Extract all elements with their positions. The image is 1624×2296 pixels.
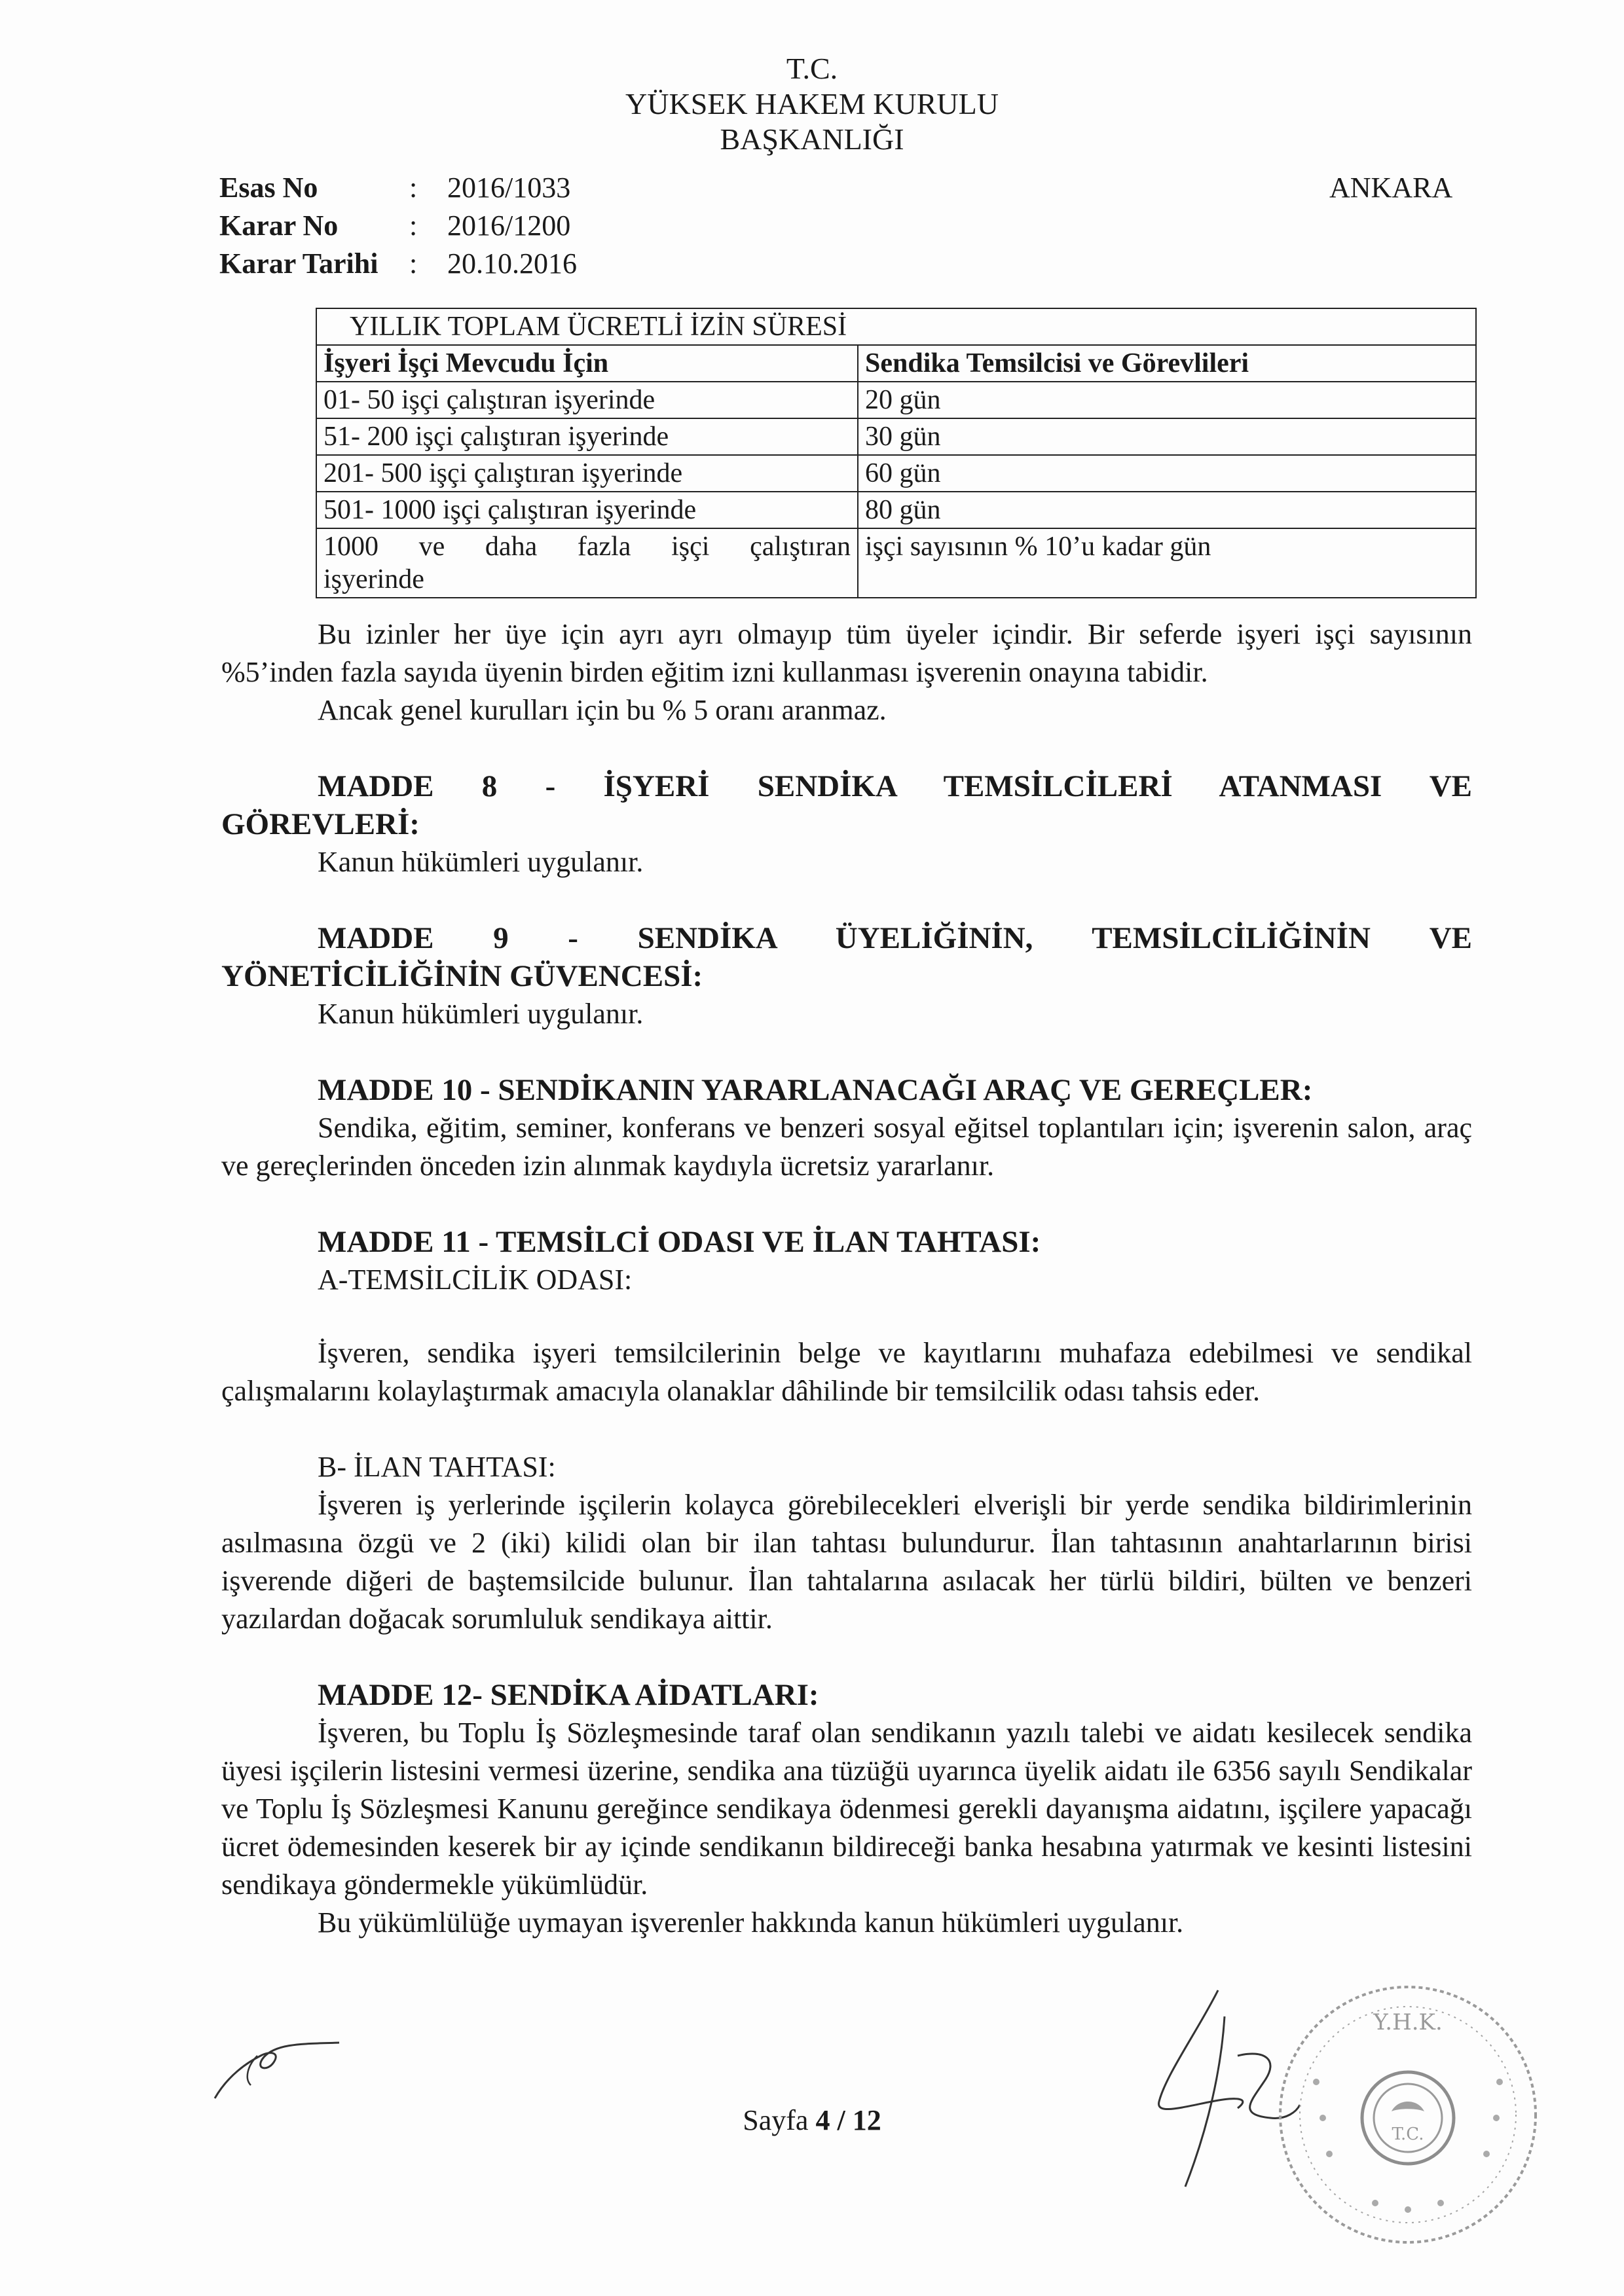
table-caption: YILLIK TOPLAM ÜCRETLİ İZİN SÜRESİ bbox=[316, 308, 1476, 345]
meta-colon: : bbox=[409, 172, 418, 204]
karar-value: 2016/1200 bbox=[447, 210, 571, 242]
esas-value: 2016/1033 bbox=[447, 172, 571, 204]
header-line-2: YÜKSEK HAKEM KURULU bbox=[625, 87, 999, 120]
table-row bbox=[316, 528, 1476, 598]
document-header bbox=[0, 51, 1624, 157]
table-cell: 501- 1000 işçi çalıştıran işyerinde bbox=[316, 492, 858, 528]
table-cell bbox=[316, 528, 858, 598]
subsection-heading-a: A-TEMSİLCİLİK ODASI: bbox=[318, 1264, 633, 1296]
document-body bbox=[221, 615, 1472, 1942]
meta-colon: : bbox=[409, 210, 418, 242]
paragraph: İşveren, bu Toplu İş Sözleşmesinde taraf olan sendikanın yazılı talebi ve aidatı kesilecek sendika üyesi işçilerin listesini vermesi üzerine, sendika ana tüzüğü uyarınca üyelik aidatı ile 6356 sayılı Sendikalar ve Toplu İş Sözleşmesi Kanunu gereğince sendikaya ödenmesi gerekli dayanışma aidatını, işçilere yapacağı ücret ödemesinden keserek bir ay içinde sendikanın bildireceği banka hesabına yatırmak ve kesinti listesini sendikaya göndermekle yükümlüdür. bbox=[221, 1717, 1472, 1901]
paragraph: İşveren, sendika işyeri temsilcilerinin belge ve kayıtlarını muhafaza edebilmesi ve sendikal çalışmalarını kolaylaştırmak amacıyla olanaklar dâhilinde bir temsilcilik odası tahsis eder. bbox=[221, 1337, 1472, 1407]
stamp-text-center: T.C. bbox=[1392, 2124, 1424, 2144]
section-heading-madde-9-cont: YÖNETİCİLİĞİNİN GÜVENCESİ: bbox=[221, 959, 703, 993]
paragraph: Kanun hükümleri uygulanır. bbox=[318, 846, 644, 878]
paragraph: İşveren iş yerlerinde işçilerin kolayca görebilecekleri elverişli bir yerde sendika bildirimlerinin asılmasına özgü ve 2 (iki) kilidi olan bir ilan tahtası bulundurur. İlan tahtasının anahtarlarının birisi işverende diğeri de baştemsilcide bulunur. İlan tahtalarına asılacak her türlü bildiri, bülten ve benzeri yazılardan doğacak sorumluluk sendikaya aittir. bbox=[221, 1489, 1472, 1635]
table-row bbox=[316, 492, 1476, 528]
stamp-seal-icon bbox=[1270, 1977, 1545, 2252]
meta-row-karar bbox=[219, 207, 577, 245]
table-cell-line: işyerinde bbox=[323, 564, 424, 594]
table-caption-row bbox=[316, 308, 1476, 345]
paragraph: Kanun hükümleri uygulanır. bbox=[318, 998, 644, 1030]
paragraph: Ancak genel kurulları için bu % 5 oranı aranmaz. bbox=[318, 694, 887, 726]
table-cell: 80 gün bbox=[858, 492, 1476, 528]
karar-label: Karar No bbox=[219, 210, 339, 242]
meta-row-tarih bbox=[219, 245, 577, 283]
section-heading-madde-11: MADDE 11 - TEMSİLCİ ODASI VE İLAN TAHTASI: bbox=[318, 1225, 1041, 1259]
table-cell-line: 1000 ve daha fazla işçi çalıştıran bbox=[323, 532, 851, 562]
stamp-text-top: Y.H.K. bbox=[1373, 2009, 1443, 2035]
official-stamp bbox=[1270, 1977, 1545, 2252]
header-line-1: T.C. bbox=[786, 52, 838, 85]
table-header-workplace: İşyeri İşçi Mevcudu İçin bbox=[316, 345, 858, 382]
table-cell: 30 gün bbox=[858, 418, 1476, 455]
page-separator: / bbox=[830, 2104, 853, 2136]
subsection-heading-b: B- İLAN TAHTASI: bbox=[318, 1451, 556, 1483]
paragraph: Bu yükümlülüğe uymayan işverenler hakkında kanun hükümleri uygulanır. bbox=[318, 1906, 1184, 1939]
paragraph: Bu izinler her üye için ayrı ayrı olmayıp tüm üyeler içindir. Bir seferde işyeri işçi sayısının %5’inden fazla sayıda üyenin birden eğitim izni kullanması işverenin onayına tabidir. bbox=[221, 618, 1472, 688]
meta-colon: : bbox=[409, 247, 418, 280]
case-meta bbox=[219, 169, 577, 283]
section-heading-madde-9: MADDE 9 - SENDİKA ÜYELİĞİNİN, TEMSİLCİLİĞİNİN VE bbox=[318, 921, 1472, 955]
paragraph: Sendika, eğitim, seminer, konferans ve benzeri sosyal eğitsel toplantıları için; işverenin salon, araç ve gereçlerinden önceden izin alınmak kaydıyla ücretsiz yararlanır. bbox=[221, 1112, 1472, 1182]
tarih-label: Karar Tarihi bbox=[219, 247, 378, 280]
table-cell: 01- 50 işçi çalıştıran işyerinde bbox=[316, 382, 858, 418]
table-cell: 201- 500 işçi çalıştıran işyerinde bbox=[316, 455, 858, 492]
leave-duration-table bbox=[316, 308, 1477, 598]
table-cell: 51- 200 işçi çalıştıran işyerinde bbox=[316, 418, 858, 455]
page-total: 12 bbox=[852, 2104, 881, 2136]
table-cell: 60 gün bbox=[858, 455, 1476, 492]
section-heading-madde-10: MADDE 10 - SENDİKANIN YARARLANACAĞI ARAÇ VE GEREÇLER: bbox=[318, 1073, 1313, 1107]
table-header-representative: Sendika Temsilcisi ve Görevlileri bbox=[858, 345, 1476, 382]
table-cell: 20 gün bbox=[858, 382, 1476, 418]
table-header-row bbox=[316, 345, 1476, 382]
table-row bbox=[316, 382, 1476, 418]
section-heading-madde-8: MADDE 8 - İŞYERİ SENDİKA TEMSİLCİLERİ ATANMASI VE bbox=[318, 769, 1472, 803]
table-cell: işçi sayısının % 10’u kadar gün bbox=[858, 528, 1476, 598]
section-heading-madde-8-cont: GÖREVLERİ: bbox=[221, 807, 420, 841]
tarih-value: 20.10.2016 bbox=[447, 247, 577, 280]
section-heading-madde-12: MADDE 12- SENDİKA AİDATLARI: bbox=[318, 1678, 819, 1712]
table-row bbox=[316, 455, 1476, 492]
header-line-3: BAŞKANLIĞI bbox=[720, 122, 904, 156]
page-current: 4 bbox=[815, 2104, 830, 2136]
meta-row-esas bbox=[219, 169, 577, 207]
city-label: ANKARA bbox=[1329, 172, 1453, 204]
esas-label: Esas No bbox=[219, 172, 318, 204]
signature-left-icon bbox=[208, 2016, 352, 2108]
page-label: Sayfa bbox=[743, 2104, 809, 2136]
table-row bbox=[316, 418, 1476, 455]
